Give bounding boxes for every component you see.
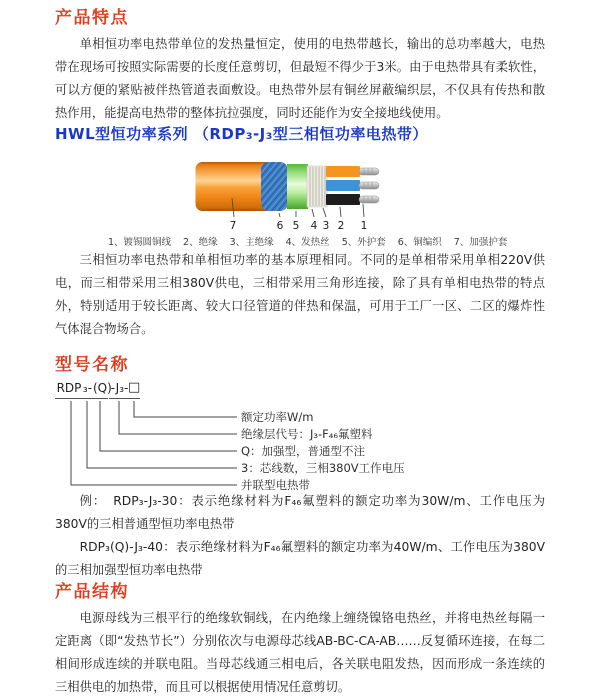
figure-number: 1 (360, 220, 368, 232)
cable-green-sheath-layer (287, 164, 308, 209)
series-heading: HWL型恒功率系列 （RDP₃-J₃型三相恒功率电热带） (55, 125, 428, 143)
features-paragraph: 单相恒功率电热带单位的发热量恒定，使用的电热带越长，输出的总功率越大，电热带在现场可按照实际需要的长度任意剪切，但最短不得少于3米。由于电热带具有柔软性，可以方便的紧贴被伴热管道表面敷设。电热带外层有铜丝屏蔽编织层，不仅具有传热和散热作用，能提高电热带的整体抗拉强度，同时还能作为安全接地线使用。 (55, 37, 545, 120)
diagram-label-parallel-type: 并联型电热带 (241, 478, 310, 492)
formula-segment-rdp: RDP (55, 380, 83, 399)
wire-blue (326, 180, 360, 191)
tinned-copper-wire-tips (359, 168, 379, 203)
figure-number: 7 (229, 220, 237, 232)
formula-segment-power-box: □ (128, 380, 140, 399)
diagram-label-insulation-code: 绝缘层代号：J₃-F₄₆氟塑料 (241, 427, 373, 441)
diagram-label-rated-power: 额定功率W/m (241, 410, 314, 424)
cable-cross-section-image (195, 158, 435, 232)
formula-segment-phase: ₃- (82, 380, 93, 399)
figure-number: 5 (292, 220, 300, 232)
figure-number: 2 (337, 220, 345, 232)
legend-item: 5、外护套 (341, 237, 386, 248)
model-example-2: RDP₃(Q)-J₃-40：表示绝缘材料为F₄₆氟塑料的额定功率为40W/m、工作电压为380V的三相加强型恒功率电热带 (55, 540, 545, 577)
legend-item: 3、主绝缘 (229, 237, 274, 248)
legend-item: 7、加强护套 (453, 237, 508, 248)
legend-item: 1、镀锡圆铜线 (108, 237, 172, 248)
legend-item: 6、铜编织 (397, 237, 442, 248)
model-example-1: 例： RDP₃-J₃-30：表示绝缘材料为F₄₆氟塑料的额定功率为30W/m、工作电压为380V的三相普通型恒功率电热带 (55, 494, 545, 531)
figure-number: 6 (276, 220, 284, 232)
section-title-model: 型号名称 (55, 355, 129, 375)
wire-orange (326, 166, 360, 177)
cable-structure-figure (195, 158, 545, 232)
figure-number: 3 (322, 220, 330, 232)
diagram-label-reinforced: Q：加强型，普通型不注 (241, 444, 366, 458)
diagram-label-core-count: 3：芯线数，三相380V工作电压 (241, 461, 405, 475)
principle-paragraph: 三相恒功率电热带和单相恒功率的基本原理相同。不同的是单相带采用单相220V供电，而三相带采用三相380V供电，三相带采用三角形连接，除了具有单相电热带的特点外，特别适用于较长距离、较大口径管道的伴热和保温，可用于工厂一区、二区的爆炸性气体混合物场合。 (55, 253, 545, 336)
section-title-features: 产品特点 (55, 8, 129, 28)
section-title-structure: 产品结构 (55, 582, 129, 602)
figure-legend (108, 236, 545, 249)
model-number-diagram (55, 380, 545, 490)
wire-black (326, 194, 360, 205)
structure-paragraph: 电源母线为三根平行的绝缘软铜线，在内绝缘上缠绕镍铬电热丝，并将电热丝每隔一定距离（即“发热节长”）分别依次与电源母芯线AB-BC-CA-AB……反复循环连接，在每二相间形成连续的并联电阻。当母芯线通三相电后，各关联电阻发热，因而形成一条连续的三相供电的加热带，而且可以根据使用情况任意剪切。 (55, 611, 545, 694)
formula-segment-insulation: -J₃- (109, 380, 130, 399)
cable-copper-braid-layer (261, 162, 288, 211)
legend-item: 4、发热丝 (285, 237, 330, 248)
figure-number: 4 (310, 220, 318, 232)
legend-item: 2、绝缘 (183, 237, 218, 248)
formula-segment-q: (Q) (93, 380, 108, 399)
cable-inner-insulation-layer (307, 166, 327, 207)
